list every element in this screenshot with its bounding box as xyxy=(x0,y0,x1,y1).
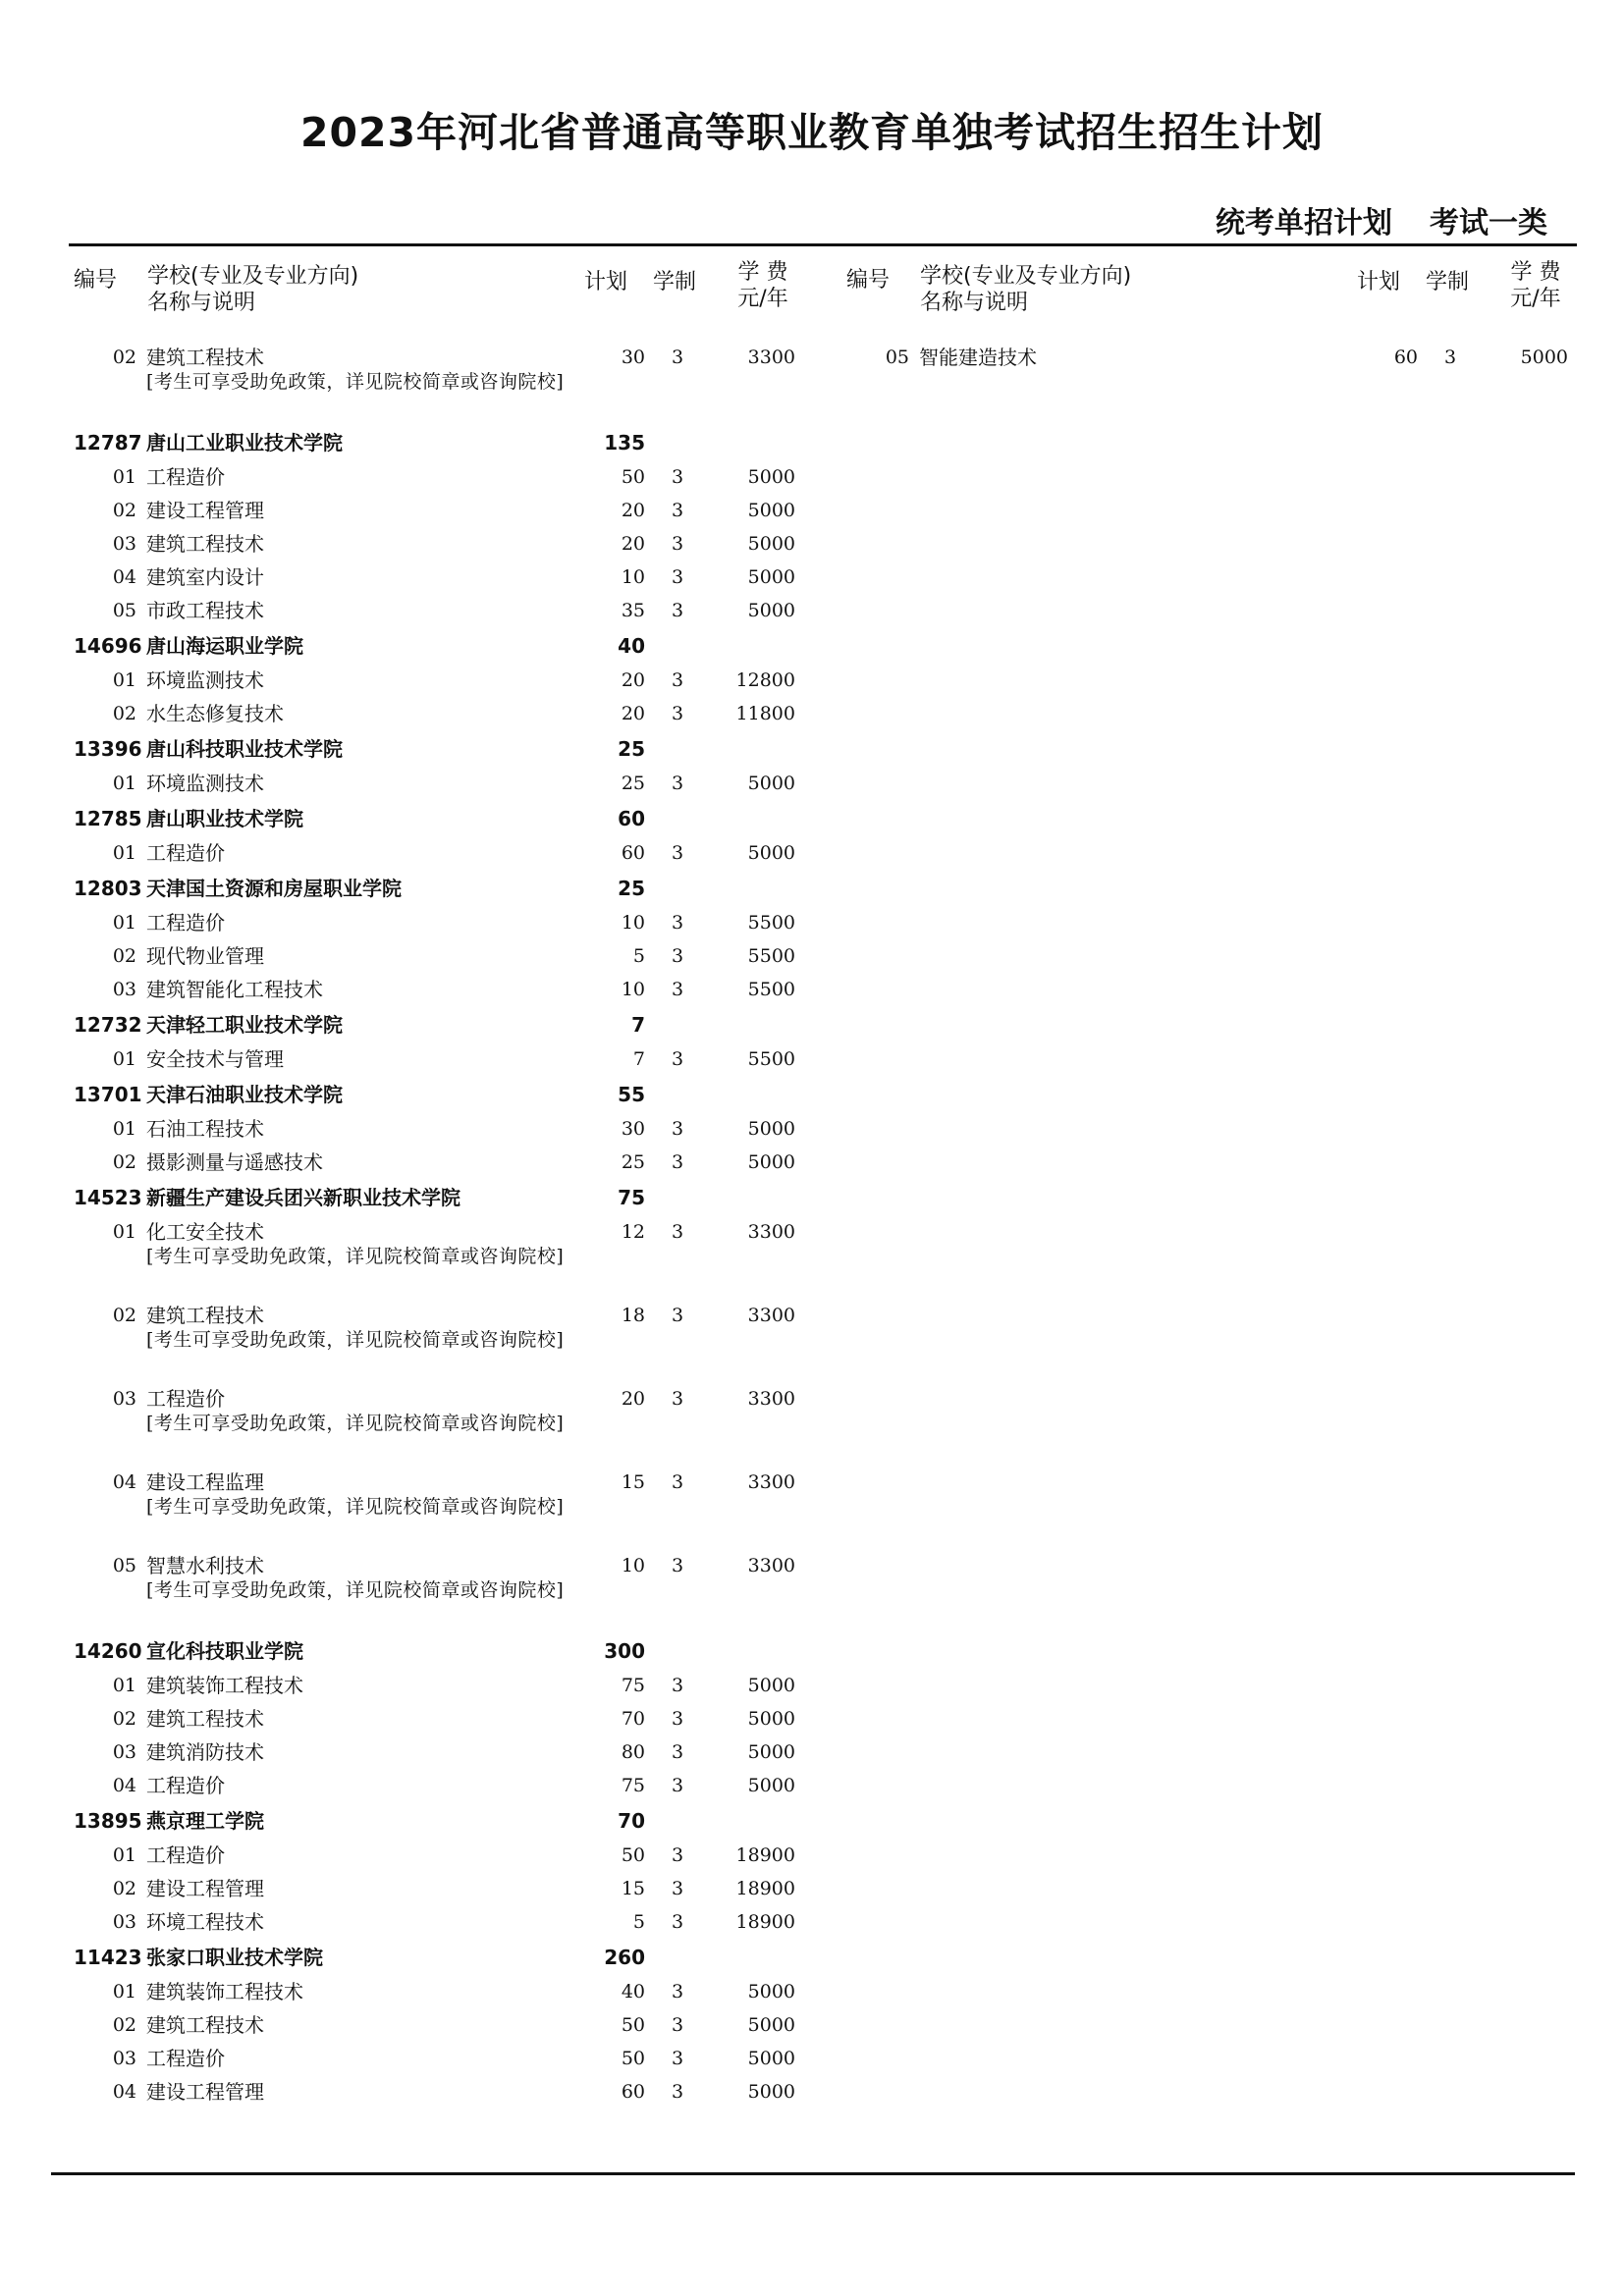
major-row xyxy=(74,1674,820,1707)
major-row xyxy=(74,841,820,875)
header-school-line1: 学校(专业及专业方向) xyxy=(147,264,359,289)
header-fee-line2: 元/年 xyxy=(1510,287,1561,311)
school-plan: 70 xyxy=(618,1809,645,1833)
major-row xyxy=(74,565,820,599)
major-plan: 20 xyxy=(621,1388,645,1410)
major-row xyxy=(74,1387,820,1470)
school-code: 14696 xyxy=(74,634,142,658)
major-years: 3 xyxy=(671,1388,684,1410)
major-plan: 15 xyxy=(621,1471,645,1493)
major-row xyxy=(74,1470,820,1554)
header-fee xyxy=(1502,259,1569,312)
major-fee: 5000 xyxy=(747,600,795,621)
major-code: 05 xyxy=(885,347,909,368)
major-name: 智能建造技术 xyxy=(919,346,1037,369)
major-plan: 25 xyxy=(621,1151,645,1173)
major-name-text: 智慧水利技术 xyxy=(146,1554,264,1577)
major-code: 04 xyxy=(112,1471,136,1493)
header-fee xyxy=(730,259,796,312)
major-years: 3 xyxy=(671,500,684,521)
major-fee: 5000 xyxy=(747,2081,795,2103)
major-fee: 3300 xyxy=(747,1221,795,1243)
major-name: 建设工程管理 xyxy=(146,1877,264,1900)
major-years: 3 xyxy=(671,2048,684,2069)
major-years: 3 xyxy=(671,1221,684,1243)
major-row xyxy=(74,346,820,429)
major-years: 3 xyxy=(671,703,684,724)
major-plan: 10 xyxy=(621,566,645,588)
major-row xyxy=(74,465,820,499)
major-row xyxy=(74,2047,820,2080)
major-code: 04 xyxy=(112,566,136,588)
major-code: 02 xyxy=(112,703,136,724)
school-plan: 300 xyxy=(604,1639,645,1663)
major-name: 现代物业管理 xyxy=(146,944,264,968)
major-name: 建筑装饰工程技术 xyxy=(146,1980,303,2003)
major-name: 建筑装饰工程技术 xyxy=(146,1674,303,1697)
major-years: 3 xyxy=(671,945,684,967)
school-row xyxy=(74,735,820,772)
major-fee: 5000 xyxy=(747,1708,795,1730)
header-school xyxy=(147,263,358,316)
major-fee: 5500 xyxy=(747,979,795,1000)
major-name-text: 化工安全技术 xyxy=(146,1220,264,1244)
major-fee: 5000 xyxy=(747,2014,795,2036)
header-school xyxy=(920,263,1131,316)
major-fee: 18900 xyxy=(735,1911,795,1933)
major-plan: 60 xyxy=(621,842,645,864)
major-fee: 5000 xyxy=(747,842,795,864)
right-rows xyxy=(846,346,1593,379)
major-row xyxy=(74,772,820,805)
major-fee: 5000 xyxy=(747,500,795,521)
major-plan: 80 xyxy=(621,1741,645,1763)
major-code: 01 xyxy=(112,1118,136,1140)
subtitle-exam-category: 考试一类 xyxy=(1430,206,1547,240)
school-row xyxy=(74,632,820,668)
major-name: 建筑室内设计 xyxy=(146,565,264,589)
major-plan: 60 xyxy=(621,2081,645,2103)
major-name: 建筑工程技术 xyxy=(146,2013,264,2037)
major-plan: 20 xyxy=(621,533,645,555)
school-plan: 25 xyxy=(618,737,645,761)
major-plan: 10 xyxy=(621,1555,645,1576)
major-fee: 5500 xyxy=(747,1048,795,1070)
major-row xyxy=(74,1047,820,1081)
major-fee: 3300 xyxy=(747,1305,795,1326)
major-name: 工程造价 xyxy=(146,1774,225,1797)
major-code: 04 xyxy=(112,2081,136,2103)
major-years: 3 xyxy=(671,2081,684,2103)
major-plan: 5 xyxy=(632,945,645,967)
major-note: [考生可享受助免政策，详见院校简章或咨询院校] xyxy=(146,1413,565,1434)
major-code: 01 xyxy=(112,912,136,934)
major-name-text: 工程造价 xyxy=(146,1387,225,1411)
major-years: 3 xyxy=(671,979,684,1000)
major-name: 建筑智能化工程技术 xyxy=(146,978,323,1001)
school-name: 天津石油职业技术学院 xyxy=(146,1083,343,1106)
school-name: 唐山职业技术学院 xyxy=(146,807,303,830)
major-years: 3 xyxy=(671,1844,684,1866)
major-fee: 5000 xyxy=(747,566,795,588)
major-row xyxy=(74,1910,820,1944)
major-name: 石油工程技术 xyxy=(146,1117,264,1141)
major-code: 02 xyxy=(112,1305,136,1326)
major-fee: 3300 xyxy=(747,1555,795,1576)
major-fee: 3300 xyxy=(747,1471,795,1493)
major-code: 02 xyxy=(112,1151,136,1173)
major-plan: 5 xyxy=(632,1911,645,1933)
major-name: 工程造价 xyxy=(146,465,225,489)
major-fee: 18900 xyxy=(735,1878,795,1899)
major-fee: 5000 xyxy=(747,466,795,488)
footer-divider xyxy=(51,2172,1575,2175)
school-name: 天津轻工职业技术学院 xyxy=(146,1013,343,1037)
right-column xyxy=(846,259,1593,379)
major-note: [考生可享受助免政策，详见院校简章或咨询院校] xyxy=(146,1329,565,1351)
major-row xyxy=(74,978,820,1011)
major-note: [考生可享受助免政策，详见院校简章或咨询院校] xyxy=(146,1246,565,1267)
major-name: 工程造价 xyxy=(146,841,225,865)
major-code: 02 xyxy=(112,1878,136,1899)
major-code: 03 xyxy=(112,533,136,555)
major-fee: 5500 xyxy=(747,912,795,934)
major-years: 3 xyxy=(671,466,684,488)
major-years: 3 xyxy=(671,1775,684,1796)
major-fee: 11800 xyxy=(735,703,795,724)
school-row xyxy=(74,1807,820,1843)
major-name: 摄影测量与遥感技术 xyxy=(146,1150,323,1174)
major-name: 市政工程技术 xyxy=(146,599,264,622)
major-plan: 7 xyxy=(632,1048,645,1070)
major-name: 环境监测技术 xyxy=(146,668,264,692)
school-plan: 25 xyxy=(618,877,645,900)
school-name: 张家口职业技术学院 xyxy=(146,1946,323,1969)
school-plan: 260 xyxy=(604,1946,645,1969)
header-no: 编号 xyxy=(846,268,891,293)
header-fee-line1: 学 费 xyxy=(737,260,788,285)
major-plan: 20 xyxy=(621,500,645,521)
major-row xyxy=(74,944,820,978)
major-name: 安全技术与管理 xyxy=(146,1047,284,1071)
page-subtitle xyxy=(1216,198,1547,241)
major-years: 3 xyxy=(671,1305,684,1326)
major-years: 3 xyxy=(671,912,684,934)
major-fee: 5000 xyxy=(747,1741,795,1763)
major-years: 3 xyxy=(671,669,684,691)
major-plan: 15 xyxy=(621,1878,645,1899)
major-code: 03 xyxy=(112,2048,136,2069)
major-code: 01 xyxy=(112,1675,136,1696)
major-code: 03 xyxy=(112,979,136,1000)
school-name: 唐山海运职业学院 xyxy=(146,634,303,658)
major-years: 3 xyxy=(671,1911,684,1933)
header-school-line2: 名称与说明 xyxy=(147,291,256,315)
major-years: 3 xyxy=(671,1878,684,1899)
school-code: 11423 xyxy=(74,1946,142,1969)
major-code: 02 xyxy=(112,347,136,368)
major-plan: 50 xyxy=(621,1844,645,1866)
school-code: 12732 xyxy=(74,1013,142,1037)
major-code: 01 xyxy=(112,669,136,691)
major-name: 建筑消防技术 xyxy=(146,1740,264,1764)
school-row xyxy=(74,1081,820,1117)
major-code: 01 xyxy=(112,1844,136,1866)
major-row xyxy=(74,2013,820,2047)
major-code: 03 xyxy=(112,1911,136,1933)
school-name: 燕京理工学院 xyxy=(146,1809,264,1833)
major-row xyxy=(74,2080,820,2113)
school-row xyxy=(74,1637,820,1674)
major-code: 01 xyxy=(112,773,136,794)
school-code: 13895 xyxy=(74,1809,142,1833)
header-years: 学制 xyxy=(653,270,697,294)
major-plan: 12 xyxy=(621,1221,645,1243)
major-name: 工程造价 xyxy=(146,1843,225,1867)
major-name xyxy=(146,1470,578,1520)
major-note: [考生可享受助免政策，详见院校简章或咨询院校] xyxy=(146,371,565,393)
major-code: 05 xyxy=(112,600,136,621)
column-header xyxy=(846,259,1593,338)
header-school-line2: 名称与说明 xyxy=(920,291,1029,315)
school-plan: 60 xyxy=(618,807,645,830)
school-code: 12803 xyxy=(74,877,142,900)
major-years: 3 xyxy=(671,600,684,621)
major-years: 3 xyxy=(671,2014,684,2036)
school-plan: 55 xyxy=(618,1083,645,1106)
header-years: 学制 xyxy=(1426,270,1470,294)
major-row xyxy=(74,499,820,532)
school-row xyxy=(74,429,820,465)
major-code: 02 xyxy=(112,945,136,967)
major-years: 3 xyxy=(671,1981,684,2002)
major-plan: 10 xyxy=(621,979,645,1000)
left-rows xyxy=(74,346,820,2113)
major-fee: 3300 xyxy=(747,1388,795,1410)
major-row xyxy=(74,1220,820,1304)
major-row xyxy=(74,1117,820,1150)
major-code: 03 xyxy=(112,1388,136,1410)
major-fee: 5000 xyxy=(747,1981,795,2002)
major-name: 建设工程管理 xyxy=(146,2080,264,2104)
school-plan: 75 xyxy=(618,1186,645,1209)
school-row xyxy=(74,875,820,911)
major-name xyxy=(146,346,578,395)
school-plan: 135 xyxy=(604,431,645,454)
school-code: 12785 xyxy=(74,807,142,830)
major-row xyxy=(74,668,820,702)
major-name: 建设工程管理 xyxy=(146,499,264,522)
school-name: 新疆生产建设兵团兴新职业技术学院 xyxy=(146,1186,460,1209)
school-row xyxy=(74,805,820,841)
major-plan: 50 xyxy=(621,466,645,488)
school-code: 14260 xyxy=(74,1639,142,1663)
major-plan: 30 xyxy=(621,347,645,368)
major-code: 01 xyxy=(112,842,136,864)
major-row xyxy=(74,1740,820,1774)
major-years: 3 xyxy=(1443,347,1457,368)
school-plan: 40 xyxy=(618,634,645,658)
major-name xyxy=(146,1387,578,1436)
major-code: 02 xyxy=(112,2014,136,2036)
major-name-text: 建设工程监理 xyxy=(146,1470,264,1494)
major-name-text: 建筑工程技术 xyxy=(146,346,264,369)
header-no: 编号 xyxy=(74,268,118,293)
school-name: 唐山科技职业技术学院 xyxy=(146,737,343,761)
major-row xyxy=(74,1877,820,1910)
major-fee: 5000 xyxy=(747,1675,795,1696)
school-plan: 7 xyxy=(631,1013,645,1037)
major-code: 05 xyxy=(112,1555,136,1576)
major-name: 建筑工程技术 xyxy=(146,532,264,556)
school-name: 天津国土资源和房屋职业学院 xyxy=(146,877,402,900)
major-row xyxy=(74,599,820,632)
major-plan: 75 xyxy=(621,1775,645,1796)
school-row xyxy=(74,1944,820,1980)
major-name: 工程造价 xyxy=(146,2047,225,2070)
school-name: 唐山工业职业技术学院 xyxy=(146,431,343,454)
major-years: 3 xyxy=(671,1048,684,1070)
major-note: [考生可享受助免政策，详见院校简章或咨询院校] xyxy=(146,1496,565,1518)
major-fee: 5000 xyxy=(1520,347,1568,368)
major-name: 工程造价 xyxy=(146,911,225,934)
major-name xyxy=(146,1304,578,1353)
school-code: 13701 xyxy=(74,1083,142,1106)
major-fee: 5000 xyxy=(747,1151,795,1173)
major-years: 3 xyxy=(671,566,684,588)
major-name: 环境监测技术 xyxy=(146,772,264,795)
major-years: 3 xyxy=(671,347,684,368)
major-years: 3 xyxy=(671,1741,684,1763)
major-name xyxy=(146,1554,578,1603)
header-fee-line1: 学 费 xyxy=(1510,260,1561,285)
major-plan: 60 xyxy=(1393,347,1418,368)
major-code: 04 xyxy=(112,1775,136,1796)
major-plan: 20 xyxy=(621,669,645,691)
major-fee: 5000 xyxy=(747,1118,795,1140)
header-fee-line2: 元/年 xyxy=(737,287,788,311)
major-row xyxy=(74,1554,820,1637)
major-name: 环境工程技术 xyxy=(146,1910,264,1934)
major-row xyxy=(74,1774,820,1807)
major-name: 建筑工程技术 xyxy=(146,1707,264,1731)
major-row xyxy=(74,1707,820,1740)
major-years: 3 xyxy=(671,1471,684,1493)
major-row xyxy=(74,1980,820,2013)
major-code: 01 xyxy=(112,1221,136,1243)
major-fee: 18900 xyxy=(735,1844,795,1866)
header-plan: 计划 xyxy=(584,270,628,294)
major-plan: 70 xyxy=(621,1708,645,1730)
subtitle-plan-type: 统考单招计划 xyxy=(1216,206,1392,240)
major-years: 3 xyxy=(671,773,684,794)
major-fee: 3300 xyxy=(747,347,795,368)
major-years: 3 xyxy=(671,533,684,555)
school-code: 12787 xyxy=(74,431,142,454)
major-row xyxy=(74,1150,820,1184)
major-plan: 75 xyxy=(621,1675,645,1696)
major-row xyxy=(74,532,820,565)
major-code: 02 xyxy=(112,1708,136,1730)
major-fee: 12800 xyxy=(735,669,795,691)
major-code: 01 xyxy=(112,1981,136,2002)
major-code: 02 xyxy=(112,500,136,521)
header-divider xyxy=(69,243,1577,246)
major-row xyxy=(74,1304,820,1387)
major-code: 03 xyxy=(112,1741,136,1763)
major-row xyxy=(846,346,1593,379)
major-fee: 5000 xyxy=(747,1775,795,1796)
major-fee: 5000 xyxy=(747,773,795,794)
major-name-text: 建筑工程技术 xyxy=(146,1304,264,1327)
major-plan: 50 xyxy=(621,2048,645,2069)
major-fee: 5000 xyxy=(747,533,795,555)
major-fee: 5000 xyxy=(747,2048,795,2069)
major-code: 01 xyxy=(112,1048,136,1070)
major-code: 01 xyxy=(112,466,136,488)
major-years: 3 xyxy=(671,1118,684,1140)
major-row xyxy=(74,702,820,735)
school-row xyxy=(74,1184,820,1220)
major-row xyxy=(74,1843,820,1877)
major-plan: 10 xyxy=(621,912,645,934)
major-name xyxy=(146,1220,578,1269)
major-plan: 25 xyxy=(621,773,645,794)
major-note: [考生可享受助免政策，详见院校简章或咨询院校] xyxy=(146,1579,565,1601)
major-name: 水生态修复技术 xyxy=(146,702,284,725)
major-years: 3 xyxy=(671,1708,684,1730)
page-title: 2023年河北省普通高等职业教育单独考试招生招生计划 xyxy=(299,109,1325,156)
column-header xyxy=(74,259,820,338)
header-school-line1: 学校(专业及专业方向) xyxy=(920,264,1132,289)
major-plan: 35 xyxy=(621,600,645,621)
major-years: 3 xyxy=(671,842,684,864)
major-fee: 5500 xyxy=(747,945,795,967)
school-name: 宣化科技职业学院 xyxy=(146,1639,303,1663)
major-plan: 50 xyxy=(621,2014,645,2036)
school-row xyxy=(74,1011,820,1047)
major-plan: 18 xyxy=(621,1305,645,1326)
major-years: 3 xyxy=(671,1151,684,1173)
left-column xyxy=(74,259,820,2113)
header-plan: 计划 xyxy=(1357,270,1401,294)
school-code: 13396 xyxy=(74,737,142,761)
major-years: 3 xyxy=(671,1675,684,1696)
major-row xyxy=(74,911,820,944)
school-code: 14523 xyxy=(74,1186,142,1209)
major-plan: 30 xyxy=(621,1118,645,1140)
major-plan: 40 xyxy=(621,1981,645,2002)
major-plan: 20 xyxy=(621,703,645,724)
major-years: 3 xyxy=(671,1555,684,1576)
